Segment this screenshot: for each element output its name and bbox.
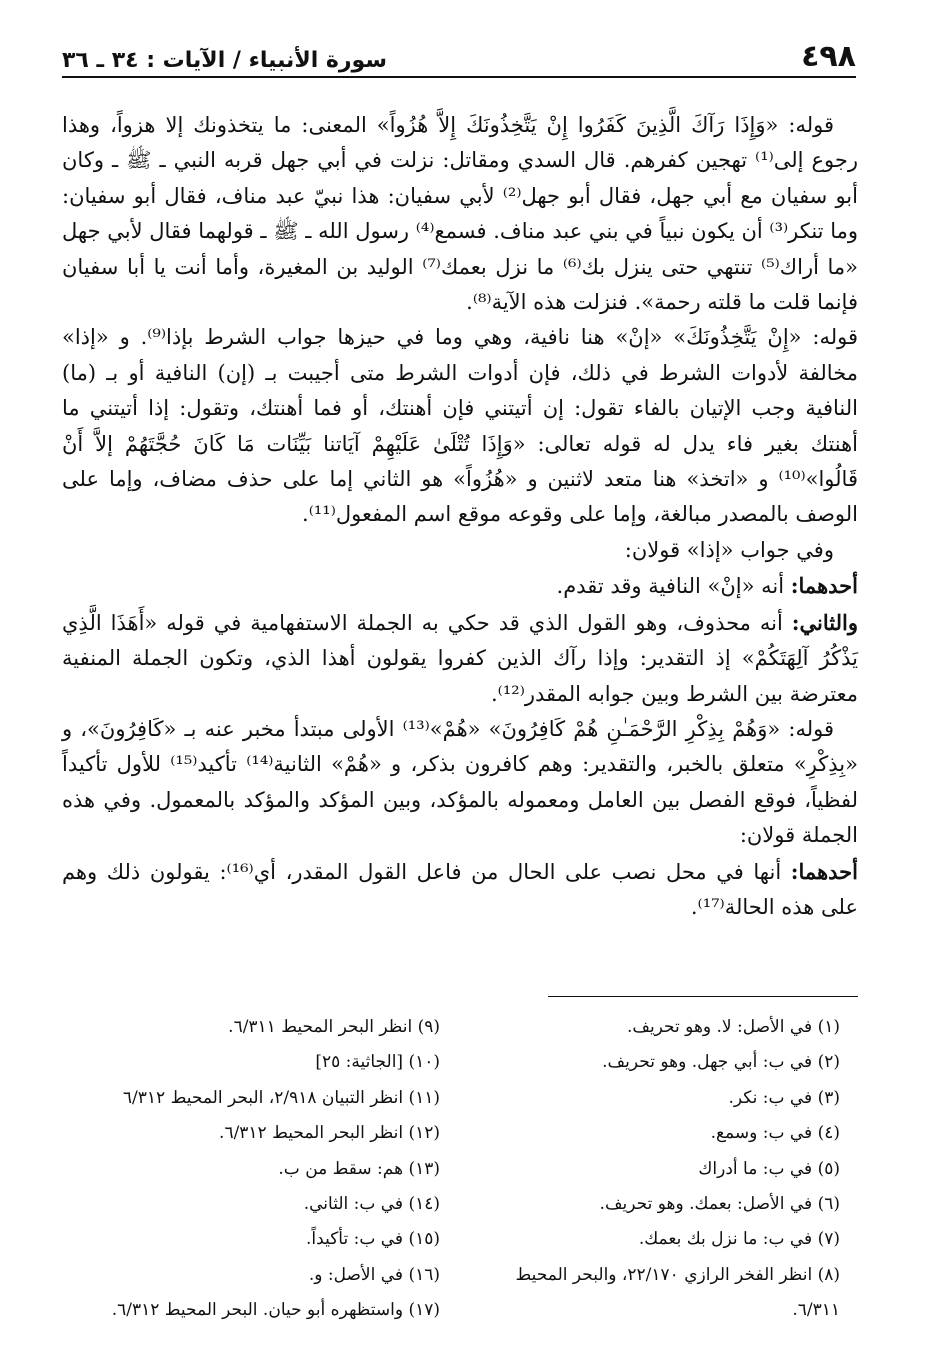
footnotes-right-column	[470, 1010, 840, 1329]
paragraph-text: أنه محذوف، وهو القول الذي قد حكي به الجملة الاستفهامية في قوله «أَهَذَا الَّذِي يَذْكُرُ آلِهَتَكُمْ» إذ التقدير: وإذا رآك الذين كفروا يقولون أهذا الذي، وتكون الجملة المنفية معترضة بين الشرط وبين جوابه المقدر⁽¹²⁾.	[62, 610, 858, 706]
footnote: (٩) انظر البحر المحيط ٦/٣١١.	[228, 1017, 440, 1037]
running-title: سورة الأنبياء / الآيات : ٣٤ ـ ٣٦	[62, 48, 387, 73]
paragraph	[62, 320, 858, 532]
footnote: (١٤) في ب: الثاني.	[303, 1194, 440, 1215]
paragraph	[62, 605, 858, 712]
paragraph	[62, 108, 858, 320]
paragraph-text: وفي جواب «إذا» قولان:	[624, 537, 834, 562]
footnote: (٨) انظر الفخر الرازي ٢٢/١٧٠، والبحر المحيط ٦/٣١١.	[515, 1264, 840, 1321]
paragraph-lead: أحدهما:	[790, 858, 858, 884]
page-number: ٤٩٨	[801, 39, 856, 74]
footnote: (٥) في ب: ما أدراك	[698, 1158, 840, 1179]
paragraph	[62, 854, 858, 926]
paragraph-text: قوله: «إِنْ يَتَّخِذُونَكَ» «إنْ» هنا نافية، وهي وما في حيزها جواب الشرط بإذا⁽⁹⁾. و «إذا» مخالفة لأدوات الشرط في ذلك، فإن أدوات الشرط متى أجيبت بـ (إن) النافية أو بـ (ما) النافية وجب الإتيان بالفاء تقول: إن أتيتني فإن أهنتك، أو فما أهنتك، وتقول: إذا أتيتني ما أهنتك بغير فاء يدل له قوله تعالى: «وَإِذَا تُتْلَىٰ عَلَيْهِمْ آيَاتنا بَيِّنَات مَا كَانَ حُجَّتَهُمْ إلاَّ أَنْ قَالُوا»⁽¹⁰⁾ و «اتخذ» هنا متعد لاثنين و «هُزُواً» هو الثاني إما على حذف مضاف، وإما على الوصف بالمصدر مبالغة، وإما على وقوعه موقع اسم المفعول⁽¹¹⁾.	[62, 325, 859, 527]
paragraph	[62, 712, 858, 854]
footnote: (٢) في ب: أبي جهل. وهو تحريف.	[602, 1052, 840, 1073]
page-header	[62, 28, 856, 78]
paragraph-text: قوله: «وَهُمْ بِذِكْرِ الرَّحْمَـٰنِ هُمْ كَافِرُونَ» «هُمْ»⁽¹³⁾ الأولى مبتدأ مخبر عنه بـ «كَافِرُونَ»، و «بِذِكْرِ» متعلق بالخبر، والتقدير: وهم كافرون بذكر، و «هُمْ» الثانية⁽¹⁴⁾ تأكيد⁽¹⁵⁾ للأول تأكيداً لفظياً، فوقع الفصل بين العامل ومعموله بالمؤكد، وبين المؤكد والمؤكد بالمعمول. وفي هذه الجملة قولان:	[62, 716, 858, 848]
footnotes	[64, 1010, 840, 1329]
footnote: (١٢) انظر البحر المحيط ٦/٣١٢.	[219, 1123, 440, 1144]
paragraph-text: قوله: «وَإِذَا رَآكَ الَّذِينَ كَفَرُوا إِنْ يَتَّخِذُونَكَ إِلاَّ هُزُواً» المعنى: ما يتخذونك إلا هزواً، وهذا رجوع إلى⁽¹⁾ تهجين كفرهم. قال السدي ومقاتل: نزلت في أبي جهل قربه النبي ـ ﷺ ـ وكان أبو سفيان مع أبي جهل، فقال أبو جهل⁽²⁾ لأبي سفيان: هذا نبيّ عبد مناف، فقال أبو سفيان: وما تنكر⁽³⁾ أن يكون نبياً في بني عبد مناف. فسمع⁽⁴⁾ رسول الله ـ ﷺ ـ قولهما فقال لأبي جهل «ما أراك⁽⁵⁾ تنتهي حتى ينزل بك⁽⁶⁾ ما نزل بعمك⁽⁷⁾ الوليد بن المغيرة، وأما أنت يا أبا سفيان فإنما قلت ما قلته رحمة». فنزلت هذه الآية⁽⁸⁾.	[61, 113, 859, 315]
footnote: (١٧) واستظهره أبو حيان. البحر المحيط ٦/٣١٢.	[111, 1300, 440, 1321]
paragraph	[62, 533, 858, 568]
paragraph	[62, 568, 858, 604]
paragraph-text: أنها في محل نصب على الحال من فاعل القول المقدر، أي⁽¹⁶⁾: يقولون ذلك وهم على هذه الحالة⁽¹⁷⁾.	[62, 859, 858, 919]
paragraph-lead: والثاني:	[791, 609, 858, 635]
main-text	[62, 108, 858, 925]
paragraph-lead: أحدهما:	[790, 573, 858, 599]
footnote: (٦) في الأصل: بعمك. وهو تحريف.	[599, 1194, 840, 1215]
footnote: (١١) انظر التبيان ٢/٩١٨، البحر المحيط ٦/٣١٢	[122, 1087, 440, 1108]
footnote-divider	[548, 996, 858, 997]
footnote: (١) في الأصل: لا. وهو تحريف.	[626, 1017, 840, 1037]
footnote: (١٠) [الجاثية: ٢٥]	[315, 1052, 440, 1073]
footnote: (١٥) في ب: تأكيداً.	[306, 1229, 440, 1250]
paragraph-text: أنه «إنْ» النافية وقد تقدم.	[556, 574, 791, 599]
footnote: (٣) في ب: نكر.	[728, 1087, 840, 1108]
footnote: (٤) في ب: وسمع.	[710, 1123, 840, 1144]
footnote: (١٦) في الأصل: و.	[308, 1264, 440, 1285]
footnote: (٧) في ب: ما نزل بك بعمك.	[638, 1229, 840, 1250]
footnote: (١٣) هم: سقط من ب.	[278, 1158, 440, 1179]
footnotes-left-column	[64, 1010, 440, 1329]
